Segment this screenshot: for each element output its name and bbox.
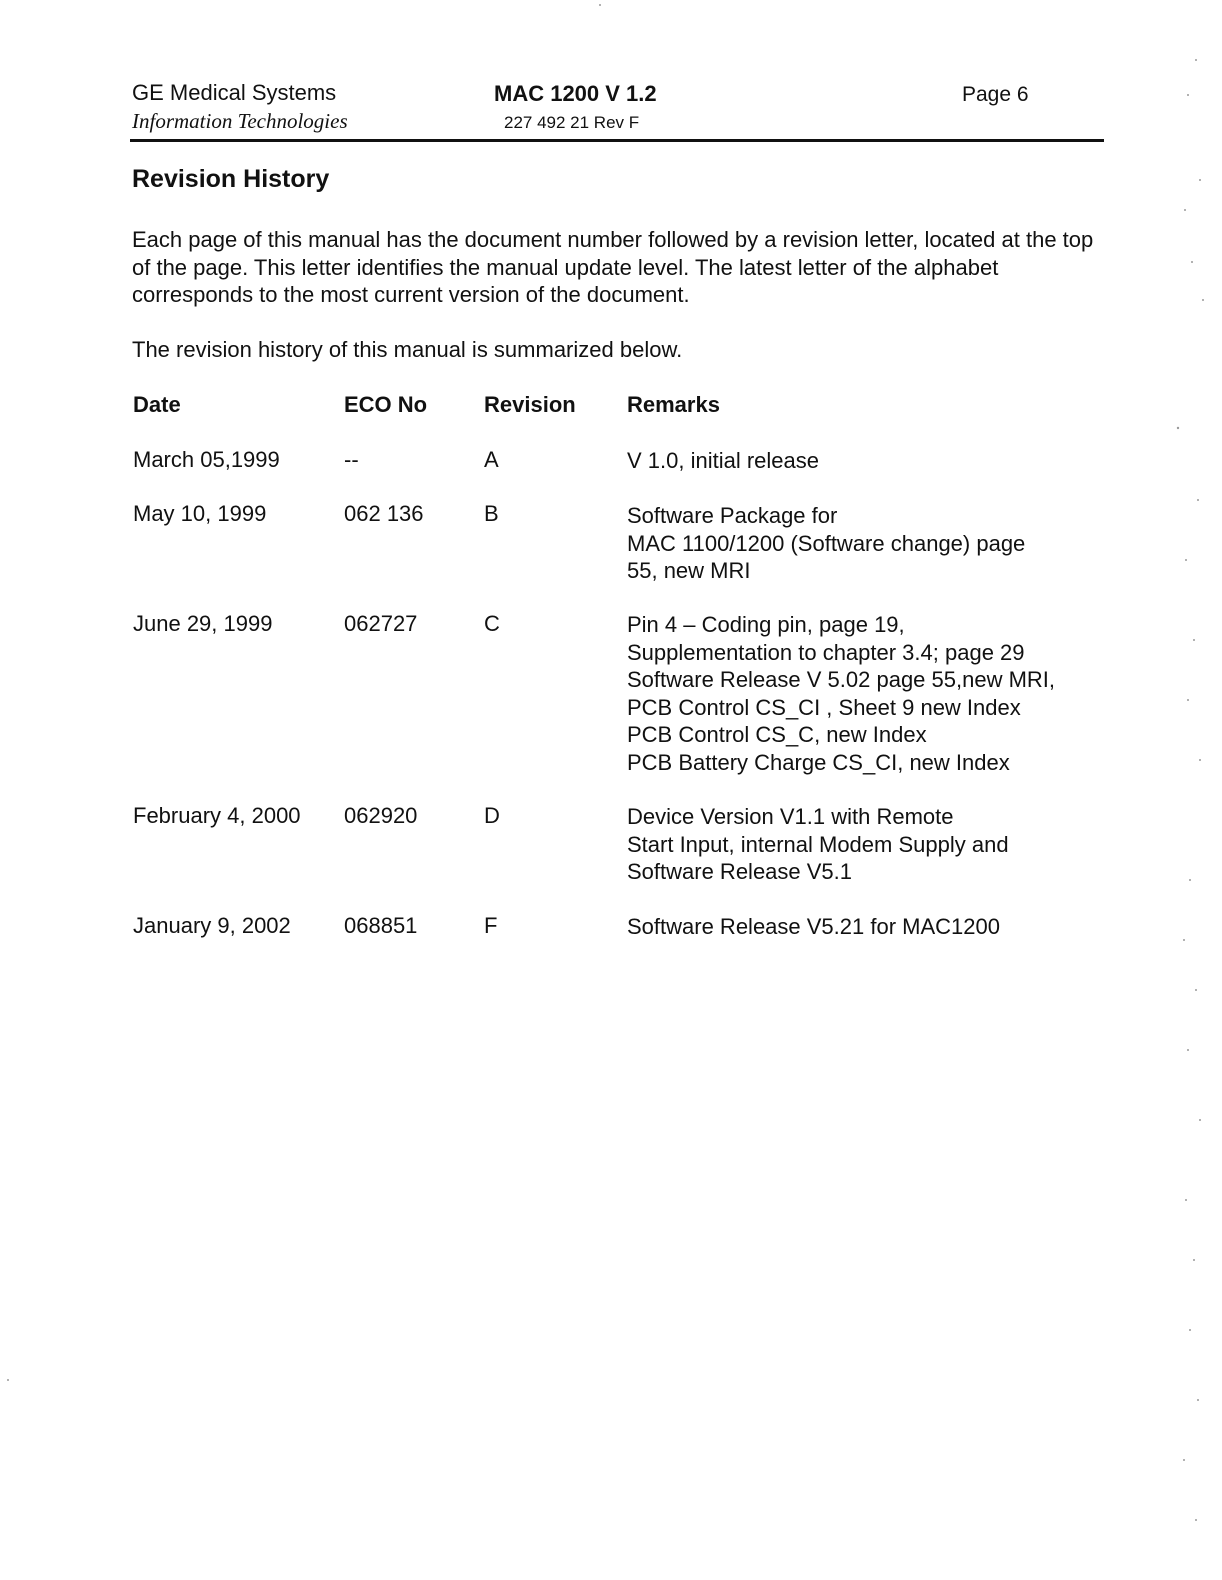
row-date: May 10, 1999 [133, 501, 267, 526]
column-header-date: Date [133, 392, 181, 417]
row-revision: F [484, 913, 498, 938]
row-eco: 062727 [344, 611, 418, 636]
summary-sentence: The revision history of this manual is summarized below. [132, 337, 683, 362]
remarks-line: Software Release V 5.02 page 55,new MRI, [627, 667, 1056, 692]
remarks-line: Software Release V5.1 [627, 859, 853, 884]
row-date: June 29, 1999 [133, 611, 273, 636]
row-revision: C [484, 611, 500, 636]
remarks-line: Software Package for [627, 503, 838, 528]
header-division: Information Technologies [132, 109, 348, 133]
page-title: Revision History [132, 165, 330, 193]
remarks-line: PCB Battery Charge CS_CI, new Index [627, 749, 1010, 775]
row-date: January 9, 2002 [133, 913, 291, 938]
header-page-number: Page 6 [962, 83, 1029, 106]
row-date: February 4, 2000 [133, 803, 301, 828]
row-revision: A [484, 447, 499, 472]
remarks-line: PCB Control CS_CI , Sheet 9 new Index [627, 694, 1021, 720]
intro-paragraph: Each page of this manual has the document number followed by a revision letter, located at the top of the page. This letter identifies the manual update level. The latest letter of the alphabet corresponds to the most current version of the document. [132, 227, 1094, 307]
header-doc-number: 227 492 21 Rev F [504, 113, 640, 132]
column-header-revision: Revision [484, 392, 576, 417]
row-eco: 068851 [344, 913, 418, 938]
remarks-line: Pin 4 – Coding pin, page 19, [627, 612, 905, 637]
row-revision: D [484, 803, 500, 828]
remarks-line: 55, new MRI [627, 558, 751, 583]
row-eco: -- [344, 447, 359, 472]
row-revision: B [484, 501, 499, 526]
column-header-remarks: Remarks [627, 392, 720, 417]
row-date: March 05,1999 [133, 447, 280, 472]
row-eco: 062 136 [344, 501, 424, 526]
remarks-line: Supplementation to chapter 3.4; page 29 [627, 639, 1025, 665]
header-company: GE Medical Systems [132, 80, 337, 105]
column-header-eco: ECO No [344, 392, 428, 417]
remarks-line: V 1.0, initial release [627, 448, 819, 473]
remarks-line: PCB Control CS_C, new Index [627, 722, 927, 747]
remarks-line: Start Input, internal Modem Supply and [627, 831, 1009, 857]
remarks-line: Software Release V5.21 for MAC1200 [627, 914, 1000, 939]
row-eco: 062920 [344, 803, 418, 828]
remarks-line: Device Version V1.1 with Remote [627, 804, 954, 829]
header-product: MAC 1200 V 1.2 [494, 81, 657, 106]
remarks-line: MAC 1100/1200 (Software change) page [627, 530, 1026, 556]
